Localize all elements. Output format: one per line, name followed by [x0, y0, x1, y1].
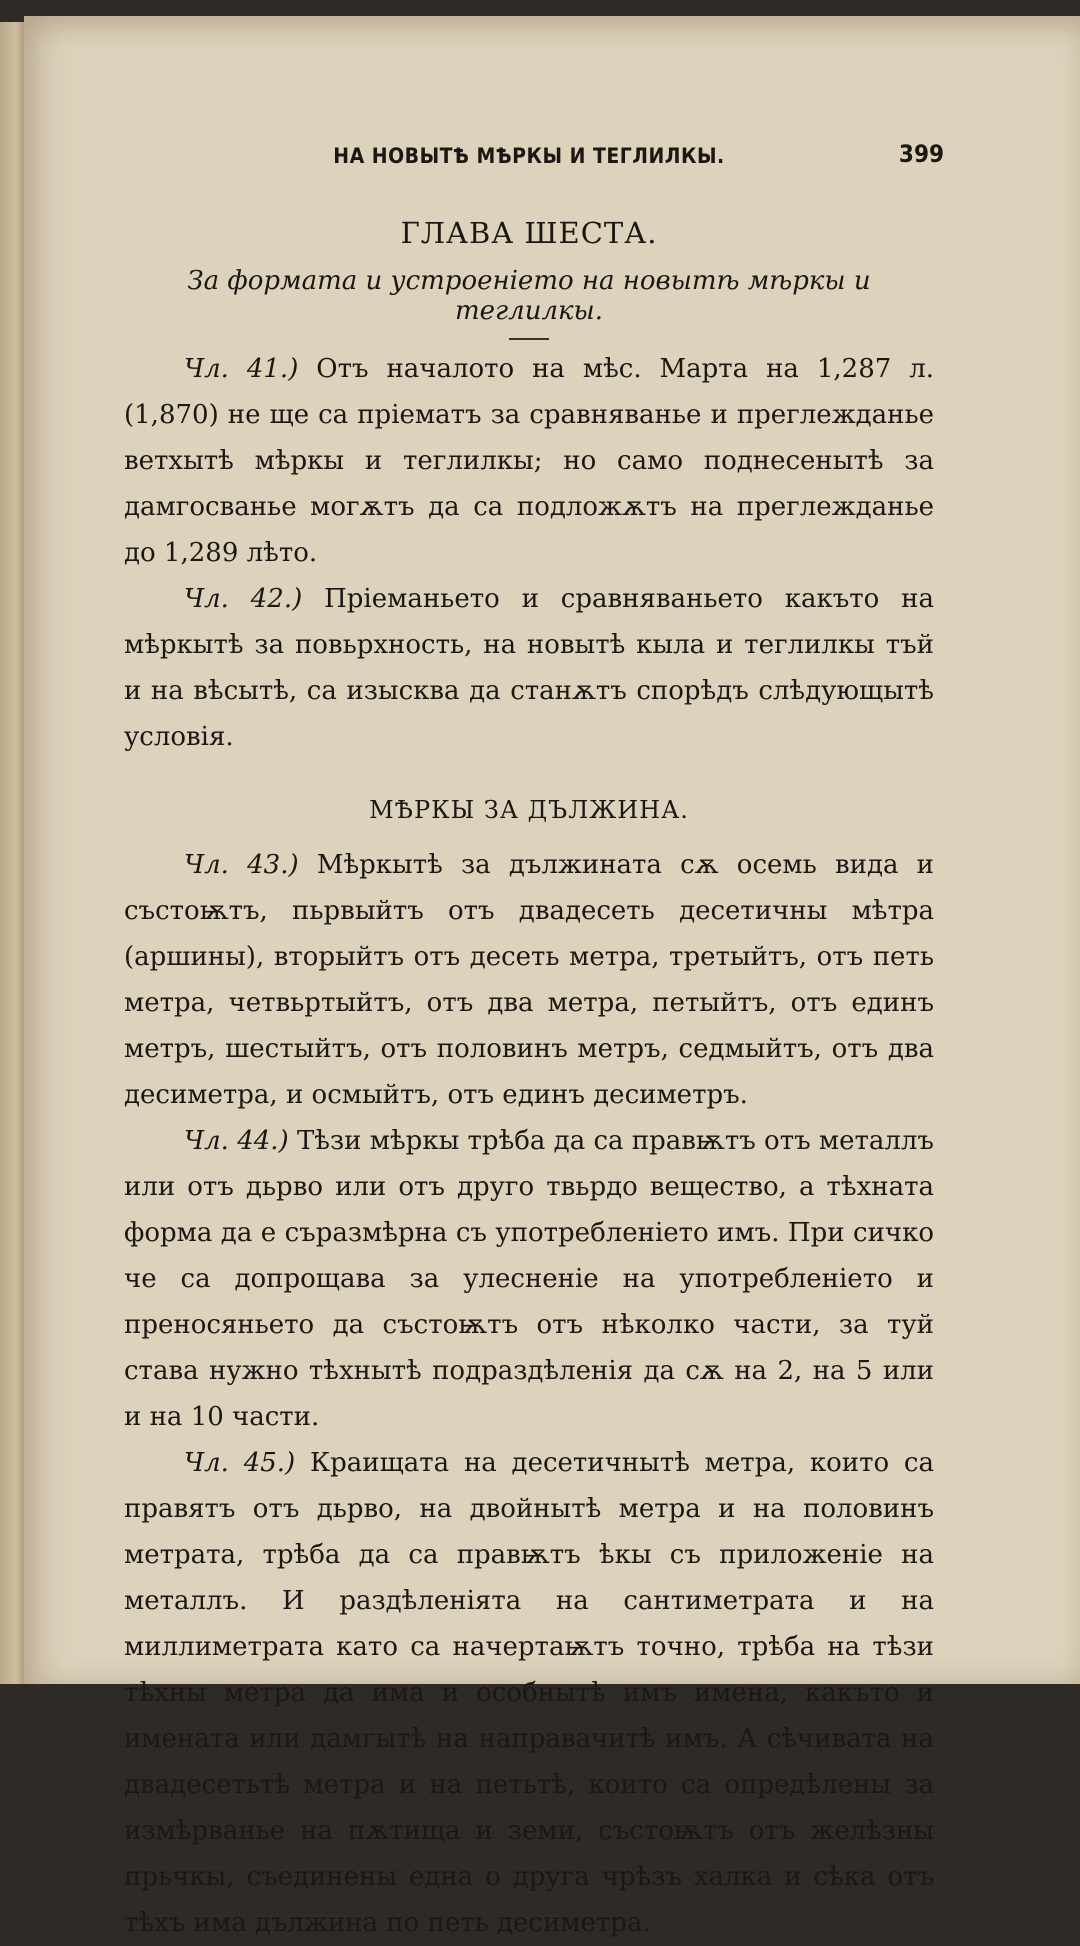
article-44 [124, 1118, 934, 1440]
article-41 [124, 346, 934, 576]
running-title: НА НОВЫТѢ МѢРКЫ И ТЕГЛИЛКЫ. [333, 144, 725, 168]
article-text: Краищата на десетичнытѣ метра, които са правятъ отъ дьрво, на двойнытѣ метра и на половинъ метрата, трѣба да са правѭтъ ѣкы съ приложенiе на металлъ. И раздѣленiята на сантиметрата и на миллиметрата като са начертаѭтъ точно, трѣба на тѣзи тѣхны метра да има и особнытѣ имъ имена, какъто и имената или дамгытѣ на направачитѣ имъ. А сѣчивата на двадесетьтѣ метра и на петьтѣ, които са опредѣлены за измѣрванье на пѫтища и земи, състоѭтъ отъ желѣзны прьчкы, съединены една о друга чрѣзъ халка и сѣка отъ тѣхъ има дължина по петь десиметра. [124, 1448, 934, 1938]
article-text: Тѣзи мѣркы трѣба да са правѭтъ отъ металлъ или отъ дьрво или отъ друго твьрдо вещество, а тѣхната форма да е съразмѣрна съ употребленiето имъ. При сичко че са допрощава за улесненiе на употребленiето и преносяньето да състоѭтъ отъ нѣколко части, за туй става нужно тѣхнытѣ подраздѣленiя да сѫ на 2, на 5 или и на 10 части. [124, 1126, 934, 1432]
article-text: Мѣркытѣ за дължината сѫ осемь вида и състоѭтъ, пьрвыйтъ отъ двадесеть десетичны мѣтра (аршины), вторыйтъ отъ десеть метра, третыйтъ, отъ петь метра, четвьртыйтъ, отъ два метра, петыйтъ, отъ единъ метръ, шестыйтъ, отъ половинъ метръ, седмыйтъ, отъ два десиметра, и осмыйтъ, отъ единъ десиметръ. [124, 850, 935, 1110]
article-number: Чл. 41.) [184, 354, 299, 384]
page-content [124, 140, 944, 1946]
article-42 [124, 576, 934, 760]
article-number: Чл. 44.) [184, 1126, 289, 1156]
article-number: Чл. 42.) [184, 584, 303, 614]
divider-rule [509, 338, 549, 340]
article-number: Чл. 43.) [184, 850, 299, 880]
article-number: Чл. 45.) [184, 1448, 296, 1478]
article-text: Прiеманьето и сравняваньето какъто на мѣркытѣ за повьрхность, на новытѣ кыла и теглилкы тъй и на вѣсытѣ, са изысква да станѫтъ спорѣдъ слѣдующытѣ условiя. [124, 584, 934, 752]
article-text: Отъ началото на мѣс. Марта на 1,287 л. (1,870) не ще са прiематъ за сравняванье и преглежданье ветхытѣ мѣркы и теглилкы; но само поднесенытѣ за дамгосванье могѫтъ да са подложѫтъ на преглежданье до 1,289 лѣто. [124, 354, 934, 568]
page-number: 399 [898, 140, 944, 168]
section-title: МѢРКЫ ЗА ДЪЛЖИНА. [369, 796, 689, 824]
article-45 [124, 1440, 934, 1946]
chapter-title: ГЛАВА ШЕСТА. [400, 216, 658, 250]
chapter-subtitle: За формата и устроенiето на новытѣ мѣркы и теглилкы. [187, 266, 871, 326]
book-page [24, 16, 1080, 1938]
article-43 [124, 842, 934, 1118]
adjacent-page-edge [0, 22, 26, 1684]
running-header [124, 140, 944, 184]
